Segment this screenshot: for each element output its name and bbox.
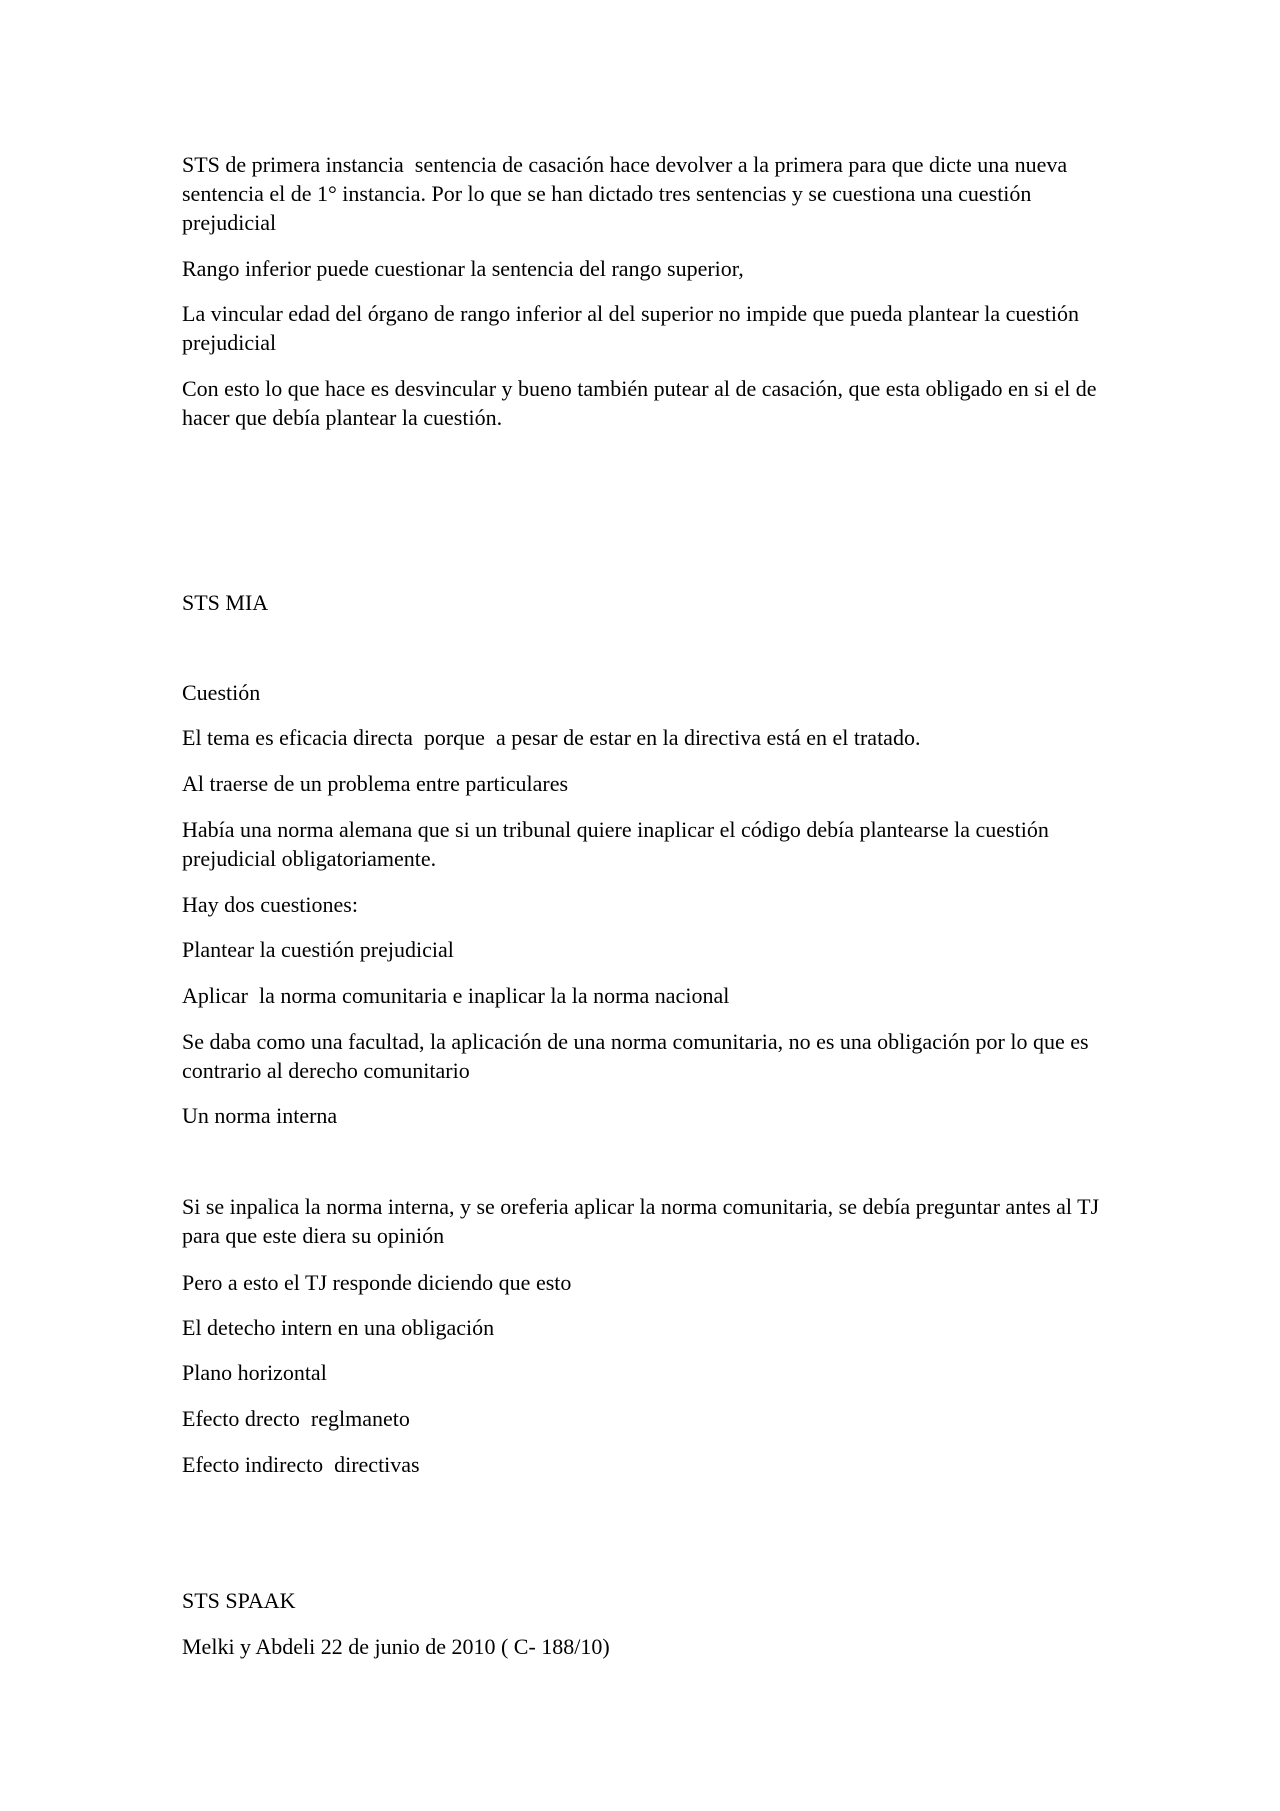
heading-sts-spaak: STS SPAAK — [182, 1588, 296, 1613]
paragraph-inaplica-norma: Si se inpalica la norma interna, y se oreferia aplicar la norma comunitaria, se debía preguntar antes al TJ para que este diera su opinión — [182, 1194, 1105, 1248]
paragraph-particulares: Al traerse de un problema entre particulares — [182, 771, 569, 796]
paragraph-dos-cuestiones: Hay dos cuestiones: — [182, 892, 358, 917]
paragraph-aplicar-norma: Aplicar la norma comunitaria e inaplicar la la norma nacional — [182, 983, 730, 1008]
paragraph-efecto-indirecto: Efecto indirecto directivas — [182, 1452, 420, 1477]
paragraph-derecho-interno: El detecho intern en una obligación — [182, 1315, 495, 1340]
paragraph-sts-primera-instancia: STS de primera instancia sentencia de casación hace devolver a la primera para que dicte una nueva sentencia el de 1° instancia. Por lo que se han dictado tres sentencias y se cuestiona una cuestión prejudicial — [182, 152, 1073, 235]
paragraph-rango-inferior: Rango inferior puede cuestionar la sentencia del rango superior, — [182, 256, 744, 281]
paragraph-facultad: Se daba como una facultad, la aplicación de una norma comunitaria, no es una obligación por lo que es contrario al derecho comunitario — [182, 1029, 1095, 1083]
paragraph-desvincular: Con esto lo que hace es desvincular y bueno también putear al de casación, que esta obligado en si el de hacer que debía plantear la cuestión. — [182, 376, 1103, 430]
heading-sts-mia: STS MIA — [182, 590, 269, 615]
paragraph-efecto-directo: Efecto drecto reglmaneto — [182, 1406, 410, 1431]
paragraph-tj-responde: Pero a esto el TJ responde diciendo que esto — [182, 1270, 572, 1295]
paragraph-plantear-cuestion: Plantear la cuestión prejudicial — [182, 937, 454, 962]
paragraph-melki-abdeli: Melki y Abdeli 22 de junio de 2010 ( C- 188/10) — [182, 1634, 610, 1659]
paragraph-norma-interna: Un norma interna — [182, 1103, 338, 1128]
paragraph-cuestion: Cuestión — [182, 680, 261, 705]
paragraph-norma-alemana: Había una norma alemana que si un tribunal quiere inaplicar el código debía plantearse la cuestión prejudicial obligatoriamente. — [182, 817, 1055, 871]
paragraph-plano-horizontal: Plano horizontal — [182, 1360, 327, 1385]
paragraph-eficacia-directa: El tema es eficacia directa porque a pesar de estar en la directiva está en el tratado. — [182, 725, 921, 750]
paragraph-vinculariedad: La vincular edad del órgano de rango inferior al del superior no impide que pueda plantear la cuestión prejudicial — [182, 301, 1085, 355]
